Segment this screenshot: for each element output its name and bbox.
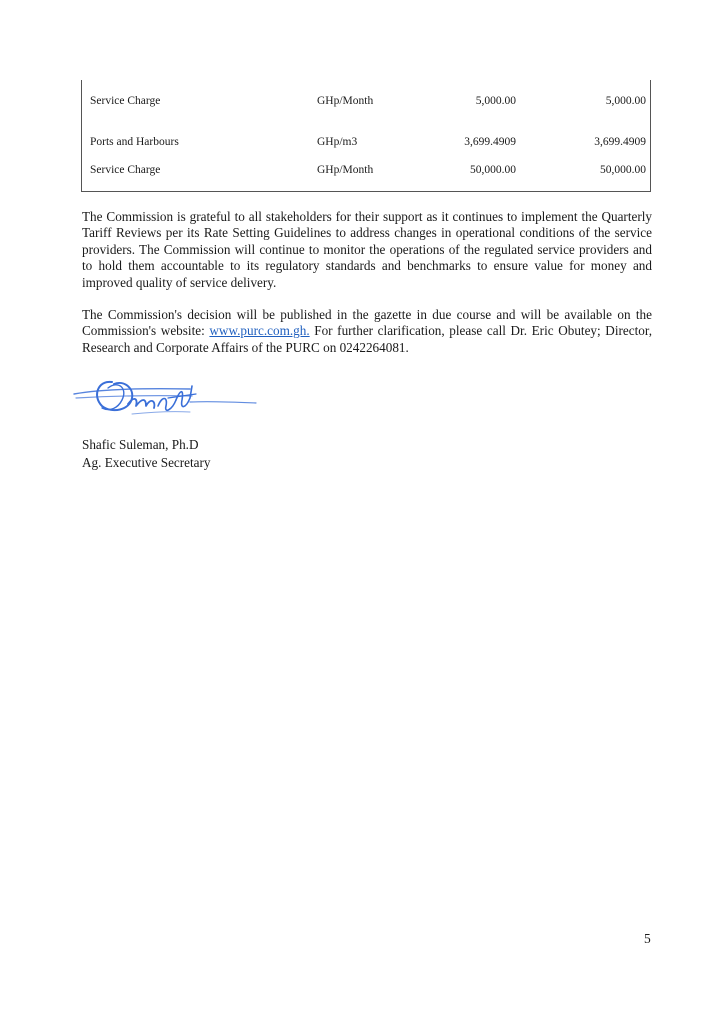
table-cell-unit: GHp/Month — [317, 95, 374, 107]
paragraph-line: providers. The Commission will continue to monitor the operations of the regulated service providers and — [82, 241, 652, 257]
paragraph-line: The Commission's decision will be published in the gazette in due course and will be available on the — [82, 307, 652, 322]
table-cell-new: 5,000.00 — [605, 95, 646, 107]
table-cell-item: Ports and Harbours — [90, 136, 179, 148]
table-row — [82, 164, 652, 180]
paragraph-line: Research and Corporate Affairs of the PURC on 0242264081. — [82, 339, 409, 355]
table-row — [82, 95, 652, 111]
closing-paragraph-gratitude — [82, 209, 652, 291]
paragraph-line — [82, 323, 652, 339]
signatory-name: Shafic Suleman, Ph.D — [82, 437, 199, 452]
paragraph-line: improved quality of service delivery. — [82, 274, 277, 290]
website-link[interactable]: www.purc.com.gh. — [209, 323, 310, 339]
paragraph-line: to hold them accountable to its regulatory standards and benchmarks to ensure value for money and — [82, 258, 652, 274]
table-cell-previous: 5,000.00 — [475, 95, 516, 107]
table-cell-new: 3,699.4909 — [594, 136, 646, 148]
signatory-title: Ag. Executive Secretary — [82, 455, 211, 470]
signature-image — [72, 370, 262, 422]
page-number: 5 — [644, 931, 651, 946]
paragraph-line: Tariff Reviews per its Rate Setting Guidelines to address changes in operational conditions of the service — [82, 225, 652, 241]
closing-paragraph-publication — [82, 307, 652, 356]
tariff-table — [81, 80, 651, 192]
table-cell-item: Service Charge — [90, 164, 161, 176]
table-cell-unit: GHp/Month — [317, 164, 374, 176]
table-cell-new: 50,000.00 — [600, 164, 646, 176]
table-cell-previous: 50,000.00 — [470, 164, 516, 176]
table-cell-item: Service Charge — [90, 95, 161, 107]
table-row — [82, 136, 652, 152]
paragraph-text: For further clarification, please call Dr. Eric Obutey; Director, — [309, 323, 653, 339]
paragraph-text: Commission's website: — [82, 323, 210, 339]
table-cell-previous: 3,699.4909 — [464, 136, 516, 148]
table-cell-unit: GHp/m3 — [317, 136, 358, 148]
paragraph-line: The Commission is grateful to all stakeholders for their support as it continues to implement the Quarterly — [82, 209, 652, 224]
